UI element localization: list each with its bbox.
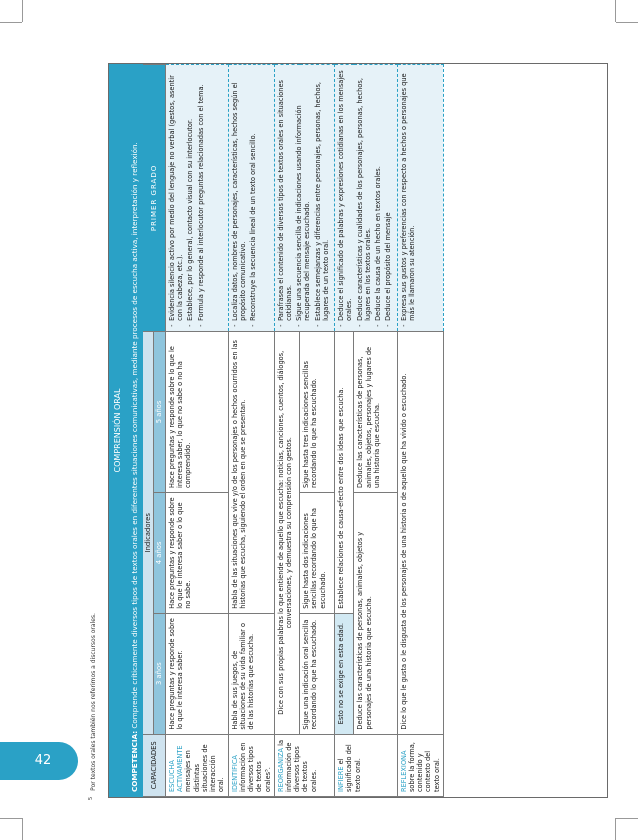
grade-indicator: - Establece, por lo general, contacto visual con su interlocutor. <box>186 69 194 327</box>
age-5-cell: Sigue hasta tres indicaciones sencillas recordando lo que ha escuchado. <box>300 331 335 492</box>
grade-indicator: - Deduce la causa de un hecho en textos orales. <box>374 69 382 327</box>
age-5-cell: Hace preguntas y responde sobre lo que le interesa saber, lo que no sabe o no ha comprendido. <box>165 331 228 492</box>
table-title: COMPRENSIÓN ORAL <box>110 65 127 797</box>
competencia <box>127 65 143 797</box>
crop-mark <box>0 818 22 819</box>
grade-cell <box>274 65 334 332</box>
age-3-cell: Esto no se exige en esta edad. <box>335 613 354 734</box>
grade-indicator: - Deduce el propósito del mensaje <box>384 69 392 327</box>
age-5-cell: Deduce las características de personas, animales, objetos, personajes y lugares de una historia que escucha. <box>354 331 397 492</box>
grade-indicator: - Formula y responde al interlocutor preguntas relacionadas con el tema. <box>197 69 205 327</box>
grade-indicator: - Parafrasea el contenido de diversos tipos de textos orales en situaciones cotidianas. <box>277 69 293 327</box>
indicators-header-row <box>143 65 154 797</box>
age-4-header: 4 años <box>154 492 165 613</box>
grade-indicator: - Establece semejanzas y diferencias entre personajes, personas, hechos, lugares de un texto oral. <box>314 69 330 327</box>
indicators-table <box>109 64 444 797</box>
grade-header: PRIMER GRADO <box>143 65 166 332</box>
table-row <box>228 65 274 797</box>
footnote <box>88 560 102 800</box>
grade-indicator: - Deduce el significado de palabras y expresiones cotidianas en los mensajes orales. <box>337 69 353 327</box>
capacity-cell <box>274 734 334 796</box>
title-row <box>110 65 127 797</box>
competencia-row <box>127 65 143 797</box>
crop-mark <box>615 0 616 22</box>
grade-indicator: - Evidencia silencio activo por medio del lenguaje no verbal (gestos, asentir con la cabeza, etc.). <box>168 69 184 327</box>
capacity-keyword: REORGANIZA <box>276 747 285 792</box>
table-row <box>397 65 443 797</box>
grade-cell <box>397 65 443 332</box>
capacidades-header: CAPACIDADES <box>143 734 166 796</box>
grade-indicator: - Localiza datos, nombres de personajes, características, hechos según el propósito comunicativo. <box>231 69 247 327</box>
capacity-cell <box>397 734 443 796</box>
grade-indicator: - Sigue una secuencia sencilla de indicaciones usando información recuperada del mensaje escuchado. <box>295 69 311 327</box>
capacity-text: información en diversos tipos de textos orales⁵. <box>238 742 272 792</box>
grade-cell <box>335 65 397 332</box>
page-number-tab <box>0 742 78 780</box>
capacity-keyword: IDENTIFICA <box>230 755 239 792</box>
footnote-text: Por textos orales también nos referimos a discursos orales. <box>90 613 97 791</box>
age-4-5-cell: Habla de las situaciones que vive y/o de los personajes o hechos ocurridos en las historias que escucha, siguiendo el orden en que se presentan. <box>228 331 274 613</box>
age-3-cell: Sigue una indicación oral sencilla recordando lo que ha escuchado. <box>300 613 335 734</box>
age-4-cell: Sigue hasta dos indicaciones sencillas recordando lo que ha escuchado. <box>300 492 335 613</box>
capacity-text: sobre la forma, contenido y contexto del texto oral. <box>407 742 441 792</box>
capacity-cell <box>165 734 228 796</box>
capacity-keyword: REFLEXIONA <box>399 750 408 792</box>
crop-mark <box>0 22 22 23</box>
crop-mark <box>22 0 23 22</box>
age-3-cell: Hace preguntas y responde sobre lo que le interesa saber. <box>165 613 228 734</box>
crop-mark <box>616 22 638 23</box>
capacity-text: mensajes en distintas situaciones de interacción oral. <box>184 744 226 792</box>
table-row <box>335 65 354 797</box>
capacity-text: el significado del texto oral. <box>337 744 362 792</box>
table-row <box>274 65 299 797</box>
capacity-keyword: ESCUCHA ACTIVAMENTE <box>167 745 185 792</box>
age-3-4-5-cell: Dice lo que le gusta o le disgusta de los personajes de una historia o de aquello que ha vivido o escuchado. <box>397 331 443 734</box>
age-5-header: 5 años <box>154 331 165 492</box>
capacity-keyword: INFIERE <box>337 766 346 792</box>
age-3-4-5-cell: Dice con sus propias palabras lo que entiende de aquello que escucha: noticias, canciones, cuentos, diálogos, conversaciones, y demuestra su comprensión con gestos. <box>274 331 299 734</box>
age-3-header: 3 años <box>154 613 165 734</box>
footnote-mark: 5 <box>88 796 94 800</box>
table-row <box>165 65 228 797</box>
grade-indicator: - Expresa sus gustos y preferencias con respecto a hechos o personajes que más le llamaron su atención. <box>400 69 416 327</box>
capacity-cell <box>335 734 397 796</box>
crop-mark <box>22 818 23 840</box>
crop-mark <box>616 818 638 819</box>
capacity-text: la información de diversos tipos de textos orales. <box>276 739 318 792</box>
age-3-cell: Habla de sus juegos, de situaciones de su vida familiar o de las historias que escucha. <box>228 613 274 734</box>
capacity-cell <box>228 734 274 796</box>
grade-cell <box>228 65 274 332</box>
crop-mark <box>615 818 616 840</box>
comprension-oral-table <box>108 63 608 798</box>
age-4-cell: Hace preguntas y responde sobre lo que le interesa saber o lo que no sabe. <box>165 492 228 613</box>
grade-cell <box>165 65 228 332</box>
page-number: 42 <box>34 753 52 768</box>
age-3-4-cell: Deduce las características de personas, animales, objetos y personajes de una historia que escucha. <box>354 492 397 734</box>
competencia-text: Comprende críticamente diversos tipos de textos orales en diferentes situaciones comunicativas, mediante procesos de escucha activa, interpretación y reflexión. <box>130 142 139 729</box>
grade-indicator: - Reconstruye la secuencia lineal de un texto oral sencillo. <box>249 69 257 327</box>
competencia-label: COMPETENCIA: <box>130 730 139 792</box>
grade-indicator: - Deduce características y cualidades de los personajes, personas, hechos, lugares en los textos orales. <box>356 69 372 327</box>
indicadores-header: Indicadores <box>143 331 154 734</box>
age-4-5-cell: Establece relaciones de causa-efecto entre dos ideas que escucha. <box>335 331 354 613</box>
